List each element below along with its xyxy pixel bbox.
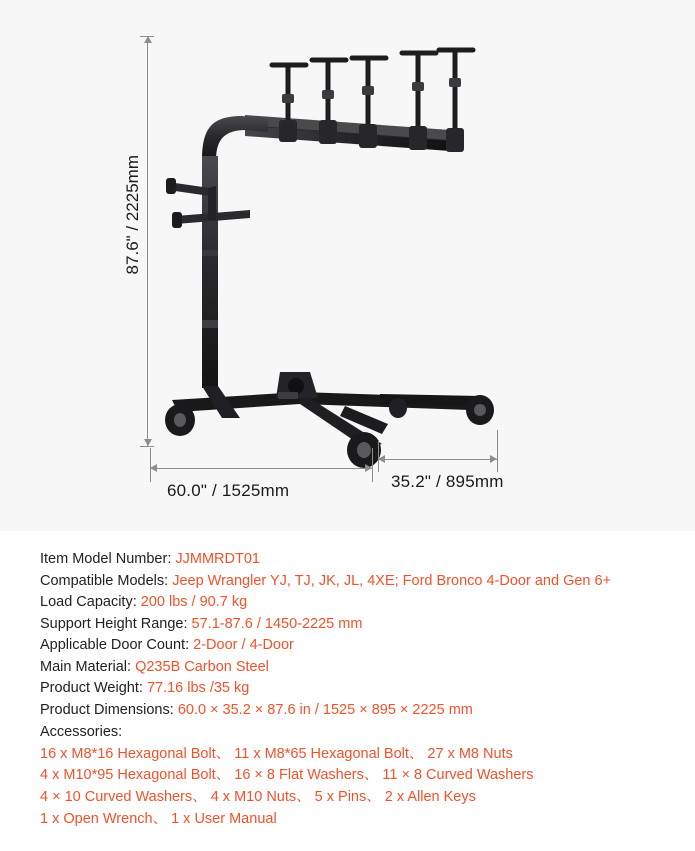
height-arrow-top xyxy=(144,36,152,43)
width-arrow-left xyxy=(150,464,157,472)
spec-row xyxy=(40,657,695,679)
spec-value: JJMMRDT01 xyxy=(175,551,260,567)
spec-value: Jeep Wrangler YJ, TJ, JK, JL, 4XE; Ford Bronco 4-Door and Gen 6+ xyxy=(172,572,612,589)
product-illustration xyxy=(150,20,550,470)
spec-row xyxy=(40,635,695,657)
spec-label: Main Material: xyxy=(40,658,132,675)
spec-label: Support Height Range: xyxy=(40,615,188,632)
spec-label: Product Dimensions: xyxy=(40,701,174,718)
width-dimension-line xyxy=(150,468,372,469)
accessories-line: 4 x M10*95 Hexagonal Bolt、 16 × 8 Flat Washers、 11 × 8 Curved Washers xyxy=(40,767,534,784)
height-arrow-bottom xyxy=(144,439,152,446)
spec-label: Compatible Models: xyxy=(40,572,169,589)
spec-label: Item Model Number: xyxy=(40,551,172,567)
depth-dimension-label: 35.2" / 895mm xyxy=(391,472,504,491)
spec-row xyxy=(40,614,695,636)
spec-label: Product Weight: xyxy=(40,680,143,696)
width-dimension-label: 60.0" / 1525mm xyxy=(167,481,290,500)
accessories-line: 4 × 10 Curved Washers、 4 x M10 Nuts、 5 x Pins、 2 x Allen Keys xyxy=(40,788,476,805)
depth-tick-right xyxy=(497,430,498,472)
depth-dimension-line xyxy=(378,459,497,460)
width-arrow-right xyxy=(365,464,372,472)
spec-row xyxy=(40,592,695,614)
accessories-line: 16 x M8*16 Hexagonal Bolt、 11 x M8*65 Hexagonal Bolt、 27 x M8 Nuts xyxy=(40,745,513,762)
accessories-line: 1 x Open Wrench、 1 x User Manual xyxy=(40,810,277,827)
depth-arrow-right xyxy=(490,455,497,463)
depth-tick-left xyxy=(378,440,379,472)
height-dimension-label xyxy=(122,155,148,355)
width-tick-left xyxy=(150,448,151,482)
spec-value: 60.0 × 35.2 × 87.6 in / 1525 × 895 × 2225 mm xyxy=(177,701,473,718)
specification-list xyxy=(0,549,695,830)
height-tick-bottom xyxy=(140,446,154,447)
spec-value: 57.1-87.6 / 1450-2225 mm xyxy=(191,615,363,632)
spec-row xyxy=(40,678,695,700)
spec-value: 77.16 lbs /35 kg xyxy=(146,680,250,696)
height-dimension-text: 87.6" / 2225mm xyxy=(123,155,142,275)
spec-value: Q235B Carbon Steel xyxy=(135,658,269,675)
height-tick-top xyxy=(140,36,154,37)
spec-row xyxy=(40,700,695,722)
spec-row xyxy=(40,571,695,593)
accessories-heading: Accessories: xyxy=(40,724,123,740)
depth-arrow-left xyxy=(378,455,385,463)
spec-value: 2-Door / 4-Door xyxy=(193,637,294,653)
specifications-panel xyxy=(0,531,695,851)
width-tick-right xyxy=(372,448,373,482)
spec-row xyxy=(40,549,695,571)
spec-label: Load Capacity: xyxy=(40,594,137,610)
spec-value: 200 lbs / 90.7 kg xyxy=(140,594,248,610)
spec-label: Applicable Door Count: xyxy=(40,637,190,653)
